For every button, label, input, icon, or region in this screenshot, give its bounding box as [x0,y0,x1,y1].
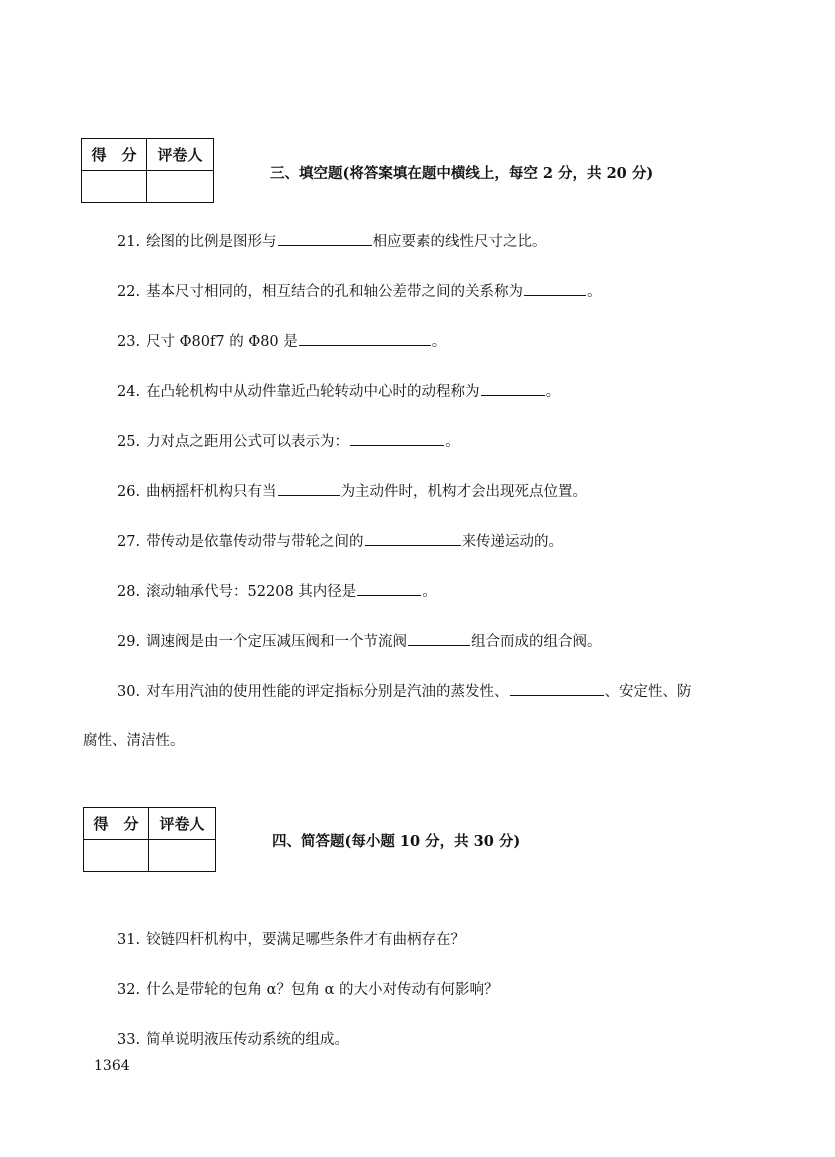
question-23: 23. 尺寸 Φ80f7 的 Φ80 是 。 [117,331,446,352]
question-33: 33. 简单说明液压传动系统的组成。 [117,1032,350,1048]
score-header: 得 分 [82,139,147,171]
question-24: 24. 在凸轮机构中从动件靠近凸轮转动中心时的动程称为 。 [117,381,560,402]
question-26: 26. 曲柄摇杆机构只有当 为主动件时，机构才会出现死点位置。 [117,481,587,502]
answer-blank[interactable] [510,681,604,696]
grader-header: 评卷人 [147,139,214,171]
section3-title: 三、填空题(将答案填在题中横线上，每空 2 分，共 20 分) [270,165,654,182]
answer-blank[interactable] [278,481,340,496]
page-number: 1364 [94,1058,130,1074]
question-25: 25. 力对点之距用公式可以表示为： 。 [117,431,460,452]
grader-header: 评卷人 [149,808,216,840]
score-cell[interactable] [84,840,149,872]
answer-blank[interactable] [365,531,461,546]
question-31: 31. 铰链四杆机构中，要满足哪些条件才有曲柄存在？ [117,932,466,948]
answer-blank[interactable] [481,381,545,396]
grader-cell[interactable] [149,840,216,872]
score-cell[interactable] [82,171,147,203]
question-21: 21. 绘图的比例是图形与 相应要素的线性尺寸之比。 [117,231,547,252]
question-32: 32. 什么是带轮的包角 α？包角 α 的大小对传动有何影响？ [117,982,499,998]
question-30-continued: 腐性、清洁性。 [83,733,185,749]
question-22: 22. 基本尺寸相同的，相互结合的孔和轴公差带之间的关系称为 。 [117,281,602,302]
answer-blank[interactable] [408,631,470,646]
score-table-section3 [81,138,214,203]
score-header: 得 分 [84,808,149,840]
answer-blank[interactable] [524,281,586,296]
answer-blank[interactable] [299,331,431,346]
question-30: 30. 对车用汽油的使用性能的评定指标分别是汽油的蒸发性、 、安定性、防 [117,681,692,702]
question-28: 28. 滚动轴承代号：52208 其内径是 。 [117,581,437,602]
section4-title: 四、简答题(每小题 10 分，共 30 分) [272,833,521,850]
question-27: 27. 带传动是依靠传动带与带轮之间的 来传递运动的。 [117,531,563,552]
score-table-section4 [83,807,216,872]
grader-cell[interactable] [147,171,214,203]
answer-blank[interactable] [278,231,372,246]
question-29: 29. 调速阀是由一个定压减压阀和一个节流阀 组合而成的组合阀。 [117,631,602,652]
answer-blank[interactable] [357,581,421,596]
answer-blank[interactable] [350,431,444,446]
